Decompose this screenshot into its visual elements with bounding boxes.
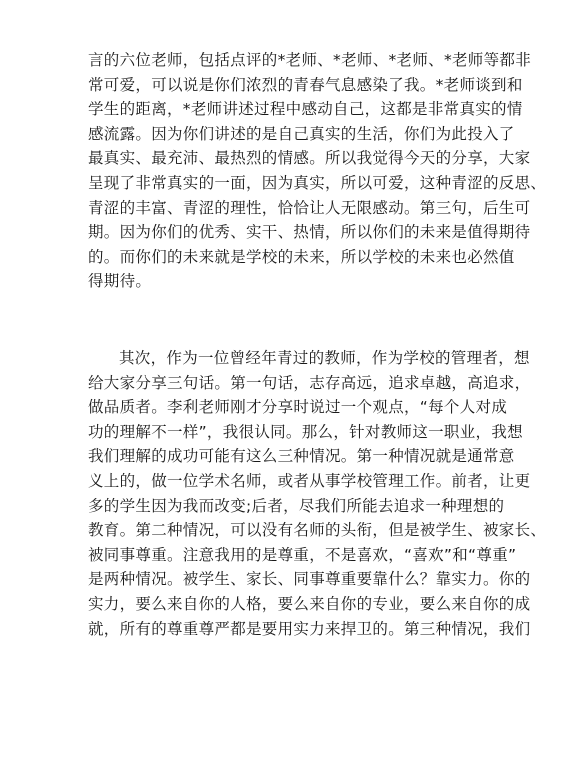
paragraph-line: 被同事尊重。注意我用的是尊重，不是喜欢，“喜欢”和“尊重” bbox=[88, 545, 517, 564]
paragraph-line: 就，所有的尊重尊严都是要用实力来捍卫的。第三种情况，我们 bbox=[88, 619, 531, 638]
paragraph-line: 是两种情况。被学生、家长、同事尊重要靠什么？靠实力。你的 bbox=[88, 570, 531, 589]
paragraph-line: 的。而你们的未来就是学校的未来，所以学校的未来也必然值 bbox=[88, 247, 515, 266]
paragraph-line: 做品质者。李利老师刚才分享时说过一个观点，“每个人对成 bbox=[88, 398, 508, 417]
paragraph-line: 我们理解的成功可能有这么三种情况。第一种情况就是通常意 bbox=[88, 447, 515, 466]
paragraph-line: 教育。第二种情况，可以没有名师的头衔，但是被学生、被家长、 bbox=[88, 521, 547, 540]
paragraph-line: 义上的，做一位学术名师，或者从事学校管理工作。前者，让更 bbox=[88, 471, 531, 490]
paragraph-line: 最真实、最充沛、最热烈的情感。所以我觉得今天的分享，大家 bbox=[88, 149, 531, 168]
paragraph-line: 感流露。因为你们讲述的是自己真实的生活，你们为此投入了 bbox=[88, 124, 515, 143]
paragraph-line: 言的六位老师，包括点评的*老师、*老师、*老师、*老师等都非 bbox=[88, 51, 532, 69]
paragraph-2 bbox=[88, 346, 547, 641]
paragraph-line: 得期待。 bbox=[88, 272, 152, 291]
paragraph-line: 呈现了非常真实的一面，因为真实，所以可爱，这种青涩的反思、 bbox=[88, 173, 547, 192]
paragraph-line: 多的学生因为我而改变;后者，尽我们所能去追求一种理想的 bbox=[88, 496, 505, 515]
paragraph-line: 给大家分享三句话。第一句话，志存高远，追求卓越，高追求， bbox=[88, 373, 531, 392]
paragraph-line: 其次，作为一位曾经年青过的教师，作为学校的管理者，想 bbox=[119, 349, 530, 367]
paragraph-line: 期。因为你们的优秀、实干、热情，所以你们的未来是值得期待 bbox=[88, 223, 531, 242]
paragraph-line: 常可爱，可以说是你们浓烈的青春气息感染了我。*老师谈到和 bbox=[88, 75, 523, 94]
paragraph-line: 学生的距离，*老师讲述过程中感动自己，这都是非常真实的情 bbox=[88, 100, 523, 119]
paragraph-1 bbox=[88, 48, 547, 294]
paragraph-line: 实力，要么来自你的人格，要么来自你的专业，要么来自你的成 bbox=[88, 594, 531, 613]
paragraph-line: 青涩的丰富、青涩的理性，恰恰让人无限感动。第三句，后生可 bbox=[88, 198, 531, 217]
paragraph-line: 功的理解不一样”，我很认同。那么，针对教师这一职业，我想 bbox=[88, 422, 523, 441]
